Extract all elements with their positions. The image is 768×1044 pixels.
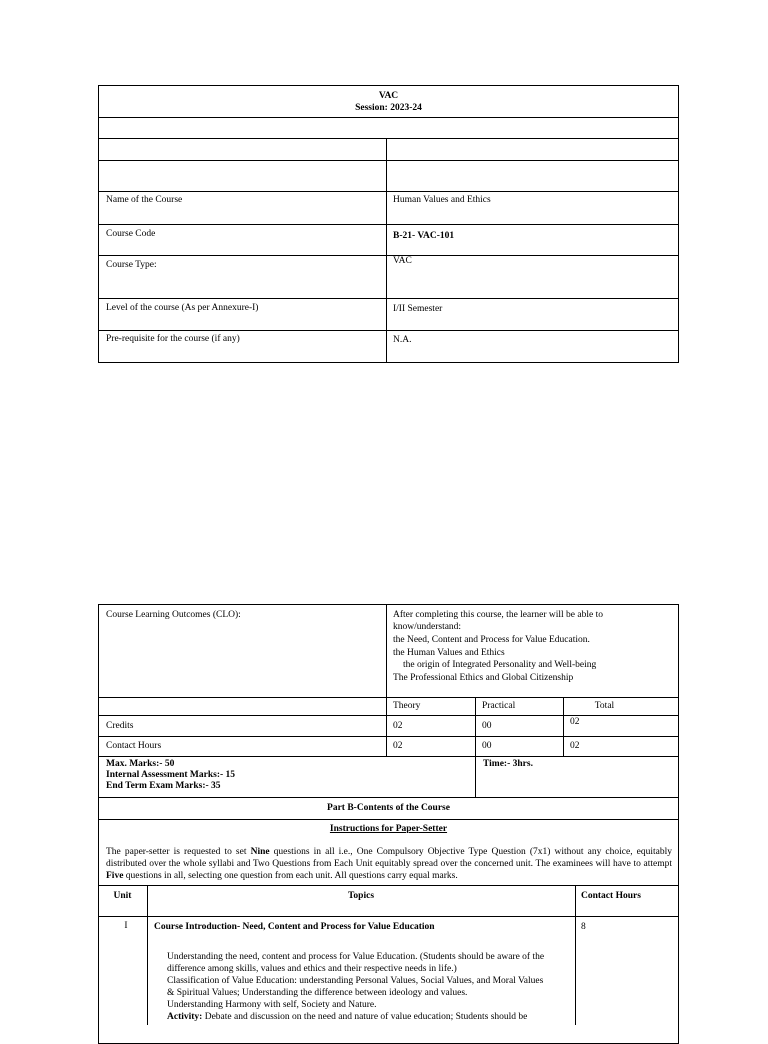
instructions-text: The paper-setter is requested to set Nine questions in all i.e., One Compulsory Objective Type Question (7x1) without any choice, equitably distributed over the whole syllabi and Two Questions from Each Unit equitably spread over the concerned unit. The examinees will have to attempt Five questions in all, selecting one question from each unit. All questions carry equal marks. xyxy=(106,847,673,881)
divider xyxy=(98,138,679,139)
prerequisite-label: Pre-requisite for the course (if any) xyxy=(106,334,240,344)
clo-line: the Human Values and Ethics xyxy=(393,648,505,658)
divider xyxy=(98,916,679,917)
topic-line: Understanding the need, content and process for Value Education. (Students should be aware of the xyxy=(167,952,545,962)
column-divider xyxy=(147,885,148,1025)
max-marks: Max. Marks:- 50 xyxy=(106,759,175,769)
table-title: VAC xyxy=(378,91,399,101)
credits-theory: 02 xyxy=(393,721,403,731)
divider xyxy=(98,697,679,698)
end-term-marks: End Term Exam Marks:- 35 xyxy=(106,781,221,791)
credits-practical: 00 xyxy=(482,721,492,731)
activity-line: Activity: Debate and discussion on the need and nature of value education; Students should be xyxy=(167,1012,528,1022)
unit-header: Unit xyxy=(113,891,132,901)
divider xyxy=(98,298,679,299)
instructions-heading: Instructions for Paper-Setter xyxy=(329,824,448,834)
course-name-label: Name of the Course xyxy=(106,195,183,205)
topics-header: Topics xyxy=(347,891,375,901)
contact-hours-header: Contact Hours xyxy=(581,891,641,901)
prerequisite-value: N.A. xyxy=(393,335,412,345)
course-type-label: Course Type: xyxy=(106,260,157,270)
course-level-value: I/II Semester xyxy=(393,304,443,314)
divider xyxy=(98,819,679,820)
unit-number: I xyxy=(124,921,128,931)
theory-header: Theory xyxy=(393,701,421,711)
divider xyxy=(98,160,679,161)
column-divider xyxy=(386,138,387,363)
credits-label: Credits xyxy=(106,721,134,731)
topic-line: & Spiritual Values; Understanding the difference between ideology and values. xyxy=(167,988,468,998)
topic-line: difference among skills, values and ethics and their respective needs in life.) xyxy=(167,964,457,974)
contact-hours-total: 02 xyxy=(570,741,580,751)
session-label: Session: 2023-24 xyxy=(355,103,422,113)
total-header: Total xyxy=(594,701,615,711)
divider xyxy=(98,330,679,331)
divider xyxy=(98,224,679,225)
clo-line: the origin of Integrated Personality and Well-being xyxy=(403,660,597,670)
divider xyxy=(98,255,679,256)
unit-hours: 8 xyxy=(581,922,586,932)
divider xyxy=(98,756,679,757)
course-level-label: Level of the course (As per Annexure-I) xyxy=(106,303,259,313)
topic-line: Classification of Value Education: understanding Personal Values, Social Values, and Moral Values xyxy=(167,976,544,986)
clo-line: After completing this course, the learner will be able to xyxy=(393,610,603,620)
divider xyxy=(98,715,679,716)
internal-marks: Internal Assessment Marks:- 15 xyxy=(106,770,236,780)
clo-line: know/understand: xyxy=(393,622,462,632)
course-code-label: Course Code xyxy=(106,229,156,239)
contact-hours-label: Contact Hours xyxy=(106,741,162,751)
practical-header: Practical xyxy=(482,701,516,711)
exam-time: Time:- 3hrs. xyxy=(483,759,533,769)
divider xyxy=(98,797,679,798)
column-divider xyxy=(475,697,476,797)
divider xyxy=(98,191,679,192)
clo-line: The Professional Ethics and Global Citizenship xyxy=(393,673,574,683)
clo-label: Course Learning Outcomes (CLO): xyxy=(106,610,241,620)
column-divider xyxy=(386,604,387,756)
divider xyxy=(98,736,679,737)
clo-line: the Need, Content and Process for Value Education. xyxy=(393,635,590,645)
contact-hours-practical: 00 xyxy=(482,741,492,751)
unit-title: Course Introduction- Need, Content and Process for Value Education xyxy=(154,922,435,932)
course-name-value: Human Values and Ethics xyxy=(393,195,491,205)
divider xyxy=(98,117,679,118)
topic-line: Understanding Harmony with self, Society and Nature. xyxy=(167,1000,377,1010)
part-b-heading: Part B-Contents of the Course xyxy=(327,803,450,813)
course-type-value: VAC xyxy=(393,256,412,266)
course-code-value: B-21- VAC-101 xyxy=(393,231,455,241)
contact-hours-theory: 02 xyxy=(393,741,403,751)
column-divider xyxy=(575,885,576,1025)
credits-total: 02 xyxy=(570,717,580,727)
divider xyxy=(98,885,679,886)
